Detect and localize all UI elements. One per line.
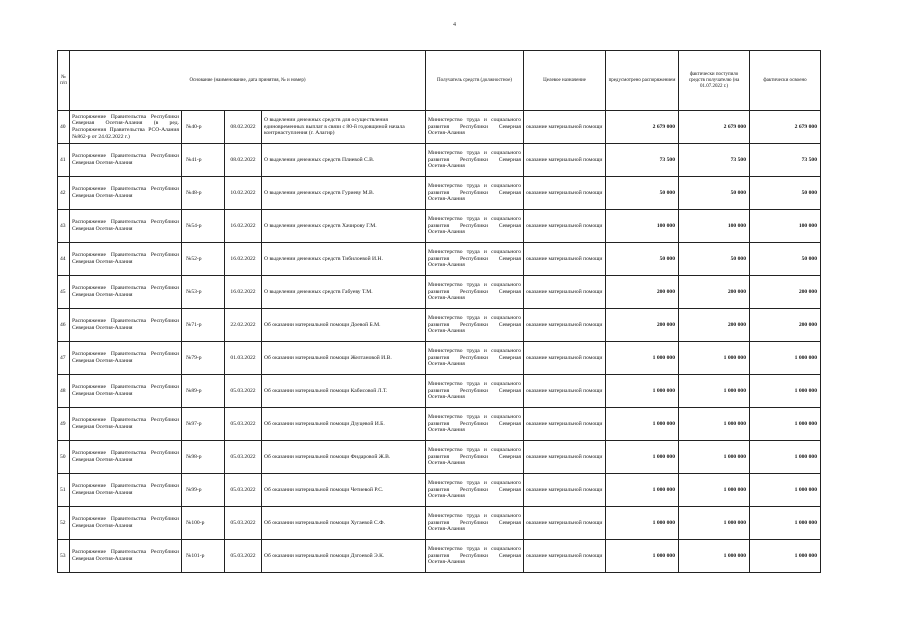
table-row [58,309,821,342]
amount-received: 2 679 000 [679,111,750,144]
document-number: №52-р [182,243,225,276]
header-purpose: Целевое назначение [524,51,606,111]
amount-spent: 1 000 000 [750,408,821,441]
document-title: Об оказании материальной помощи Дзуцевой И.Б. [262,408,426,441]
amount-spent: 1 000 000 [750,507,821,540]
document-date: 05.03.2022 [225,474,262,507]
row-number: 41 [58,144,70,177]
amount-received: 1 000 000 [679,474,750,507]
row-number: 53 [58,540,70,573]
header-no: № п/п [58,51,70,111]
document-date: 05.03.2022 [225,408,262,441]
amount-spent: 73 500 [750,144,821,177]
document-date: 05.03.2022 [225,375,262,408]
document-date: 01.03.2022 [225,342,262,375]
amount-received: 1 000 000 [679,441,750,474]
funds-recipient: Министерство труда и социального развития Республики Северная Осетия-Алания [426,441,524,474]
amount-received: 1 000 000 [679,342,750,375]
amount-received: 1 000 000 [679,408,750,441]
document-basis: Распоряжение Правительства Республики Северная Осетия-Алания [70,309,182,342]
header-spent: фактически освоено [750,51,821,111]
funds-recipient: Министерство труда и социального развития Республики Северная Осетия-Алания [426,243,524,276]
table-header-row [58,51,821,111]
funds-table [57,50,821,573]
table-row [58,210,821,243]
amount-allocated: 100 000 [606,210,679,243]
document-basis: Распоряжение Правительства Республики Северная Осетия-Алания [70,210,182,243]
document-basis: Распоряжение Правительства Республики Северная Осетия-Алания [70,441,182,474]
amount-allocated: 2 679 000 [606,111,679,144]
funds-purpose: оказание материальной помощи [524,309,606,342]
funds-purpose: оказание материальной помощи [524,375,606,408]
amount-spent: 100 000 [750,210,821,243]
funds-purpose: оказание материальной помощи [524,408,606,441]
row-number: 52 [58,507,70,540]
amount-spent: 1 000 000 [750,540,821,573]
document-title: Об оказании материальной помощи Хугаевой С.Ф. [262,507,426,540]
row-number: 50 [58,441,70,474]
document-number: №100-р [182,507,225,540]
amount-allocated: 1 000 000 [606,507,679,540]
document-basis: Распоряжение Правительства Республики Северная Осетия-Алания [70,540,182,573]
document-date: 16.02.2022 [225,243,262,276]
row-number: 46 [58,309,70,342]
amount-spent: 50 000 [750,177,821,210]
document-number: №101-р [182,540,225,573]
document-basis: Распоряжение Правительства Республики Северная Осетия-Алания [70,507,182,540]
table-row [58,375,821,408]
amount-received: 100 000 [679,210,750,243]
funds-recipient: Министерство труда и социального развития Республики Северная Осетия-Алания [426,540,524,573]
row-number: 45 [58,276,70,309]
amount-allocated: 200 000 [606,309,679,342]
funds-recipient: Министерство труда и социального развития Республики Северная Осетия-Алания [426,408,524,441]
amount-spent: 2 679 000 [750,111,821,144]
document-number: №89-р [182,375,225,408]
amount-allocated: 1 000 000 [606,441,679,474]
table-row [58,144,821,177]
amount-spent: 1 000 000 [750,375,821,408]
row-number: 44 [58,243,70,276]
table-row [58,474,821,507]
amount-received: 200 000 [679,276,750,309]
funds-recipient: Министерство труда и социального развития Республики Северная Осетия-Алания [426,342,524,375]
amount-spent: 1 000 000 [750,474,821,507]
funds-purpose: оказание материальной помощи [524,276,606,309]
amount-allocated: 200 000 [606,276,679,309]
table-row [58,507,821,540]
document-basis: Распоряжение Правительства Республики Северная Осетия-Алания [70,243,182,276]
amount-allocated: 1 000 000 [606,408,679,441]
funds-purpose: оказание материальной помощи [524,111,606,144]
table-body [58,111,821,573]
document-date: 16.02.2022 [225,210,262,243]
funds-recipient: Министерство труда и социального развития Республики Северная Осетия-Алания [426,144,524,177]
amount-received: 1 000 000 [679,540,750,573]
table-row [58,441,821,474]
amount-spent: 50 000 [750,243,821,276]
document-basis: Распоряжение Правительства Республики Северная Осетия-Алания [70,276,182,309]
document-number: №97-р [182,408,225,441]
document-title: Об оказании материальной помощи Желтановой И.В. [262,342,426,375]
document-number: №40-р [182,111,225,144]
amount-allocated: 1 000 000 [606,474,679,507]
table-row [58,408,821,441]
document-title: О выделении денежных средств Габуеву Т.М. [262,276,426,309]
amount-allocated: 1 000 000 [606,375,679,408]
amount-allocated: 1 000 000 [606,342,679,375]
document-title: О выделении денежных средств для осуществления единовременных выплат в связи с 80-й годовщиной начала контрнаступления (г. Алагир) [262,111,426,144]
funds-purpose: оказание материальной помощи [524,243,606,276]
document-date: 16.02.2022 [225,276,262,309]
row-number: 49 [58,408,70,441]
table-row [58,177,821,210]
amount-received: 50 000 [679,243,750,276]
table-row [58,540,821,573]
document-title: Об оказании материальной помощи Кабисовой Л.Т. [262,375,426,408]
document-date: 10.02.2022 [225,177,262,210]
amount-allocated: 50 000 [606,177,679,210]
row-number: 43 [58,210,70,243]
funds-recipient: Министерство труда и социального развития Республики Северная Осетия-Алания [426,474,524,507]
amount-received: 73 500 [679,144,750,177]
funds-purpose: оказание материальной помощи [524,441,606,474]
row-number: 42 [58,177,70,210]
row-number: 47 [58,342,70,375]
funds-purpose: оказание материальной помощи [524,177,606,210]
document-basis: Распоряжение Правительства Республики Северная Осетия-Алания [70,408,182,441]
document-number: №79-р [182,342,225,375]
header-recipient: Получатель средств (должностное) [426,51,524,111]
document-title: Об оказании материальной помощи Четиевой Р.С. [262,474,426,507]
amount-allocated: 73 500 [606,144,679,177]
funds-purpose: оказание материальной помощи [524,210,606,243]
document-date: 05.03.2022 [225,507,262,540]
amount-spent: 1 000 000 [750,342,821,375]
document-basis: Распоряжение Правительства Республики Северная Осетия-Алания [70,474,182,507]
amount-received: 1 000 000 [679,507,750,540]
row-number: 51 [58,474,70,507]
document-number: №41-р [182,144,225,177]
document-date: 08.02.2022 [225,144,262,177]
document-title: Об оказании материальной помощи Фидаровой Ж.В. [262,441,426,474]
document-basis: Распоряжение Правительства Республики Северная Осетия-Алания (в ред. Распоряжения Правительства РСО-Алания №862-р от 24.02.2022 г.) [70,111,182,144]
document-title: О выделении денежных средств Плиевой С.В. [262,144,426,177]
document-number: №54-р [182,210,225,243]
header-allocated: предусмотрено распоряжением [606,51,679,111]
amount-received: 1 000 000 [679,375,750,408]
funds-purpose: оказание материальной помощи [524,144,606,177]
row-number: 40 [58,111,70,144]
document-date: 05.03.2022 [225,540,262,573]
funds-recipient: Министерство труда и социального развития Республики Северная Осетия-Алания [426,375,524,408]
amount-allocated: 1 000 000 [606,540,679,573]
table-row [58,276,821,309]
amount-allocated: 50 000 [606,243,679,276]
row-number: 48 [58,375,70,408]
table-row [58,111,821,144]
document-basis: Распоряжение Правительства Республики Северная Осетия-Алания [70,342,182,375]
document-number: №48-р [182,177,225,210]
document-number: №71-р [182,309,225,342]
table-row [58,243,821,276]
funds-recipient: Министерство труда и социального развития Республики Северная Осетия-Алания [426,177,524,210]
document-basis: Распоряжение Правительства Республики Северная Осетия-Алания [70,144,182,177]
funds-purpose: оказание материальной помощи [524,474,606,507]
document-title: Об оказании материальной помощи Дзгоевой Э.К. [262,540,426,573]
document-date: 08.02.2022 [225,111,262,144]
document-basis: Распоряжение Правительства Республики Северная Осетия-Алания [70,375,182,408]
table-row [58,342,821,375]
document-date: 05.03.2022 [225,441,262,474]
document-title: О выделении денежных средств Тибилоевой И.Н. [262,243,426,276]
funds-recipient: Министерство труда и социального развития Республики Северная Осетия-Алания [426,507,524,540]
document-number: №53-р [182,276,225,309]
funds-purpose: оказание материальной помощи [524,507,606,540]
header-received: фактически поступило средств получателю (на 01.07.2022 г.) [679,51,750,111]
document-number: №98-р [182,441,225,474]
amount-spent: 200 000 [750,309,821,342]
amount-spent: 200 000 [750,276,821,309]
amount-received: 50 000 [679,177,750,210]
document-title: О выделении денежных средств Хачирову Г.М. [262,210,426,243]
funds-recipient: Министерство труда и социального развития Республики Северная Осетия-Алания [426,309,524,342]
funds-recipient: Министерство труда и социального развития Республики Северная Осетия-Алания [426,210,524,243]
document-title: Об оказании материальной помощи Доевой Б.М. [262,309,426,342]
document-title: О выделении денежных средств Гуриеву М.В. [262,177,426,210]
document-number: №99-р [182,474,225,507]
funds-recipient: Министерство труда и социального развития Республики Северная Осетия-Алания [426,276,524,309]
funds-recipient: Министерство труда и социального развития Республики Северная Осетия-Алания [426,111,524,144]
funds-purpose: оказание материальной помощи [524,342,606,375]
amount-spent: 1 000 000 [750,441,821,474]
document-date: 22.02.2022 [225,309,262,342]
document-basis: Распоряжение Правительства Республики Северная Осетия-Алания [70,177,182,210]
funds-purpose: оказание материальной помощи [524,540,606,573]
header-basis: Основание (наименование, дата принятия, № и номер) [70,51,426,111]
amount-received: 200 000 [679,309,750,342]
page-number: 4 [453,22,456,28]
